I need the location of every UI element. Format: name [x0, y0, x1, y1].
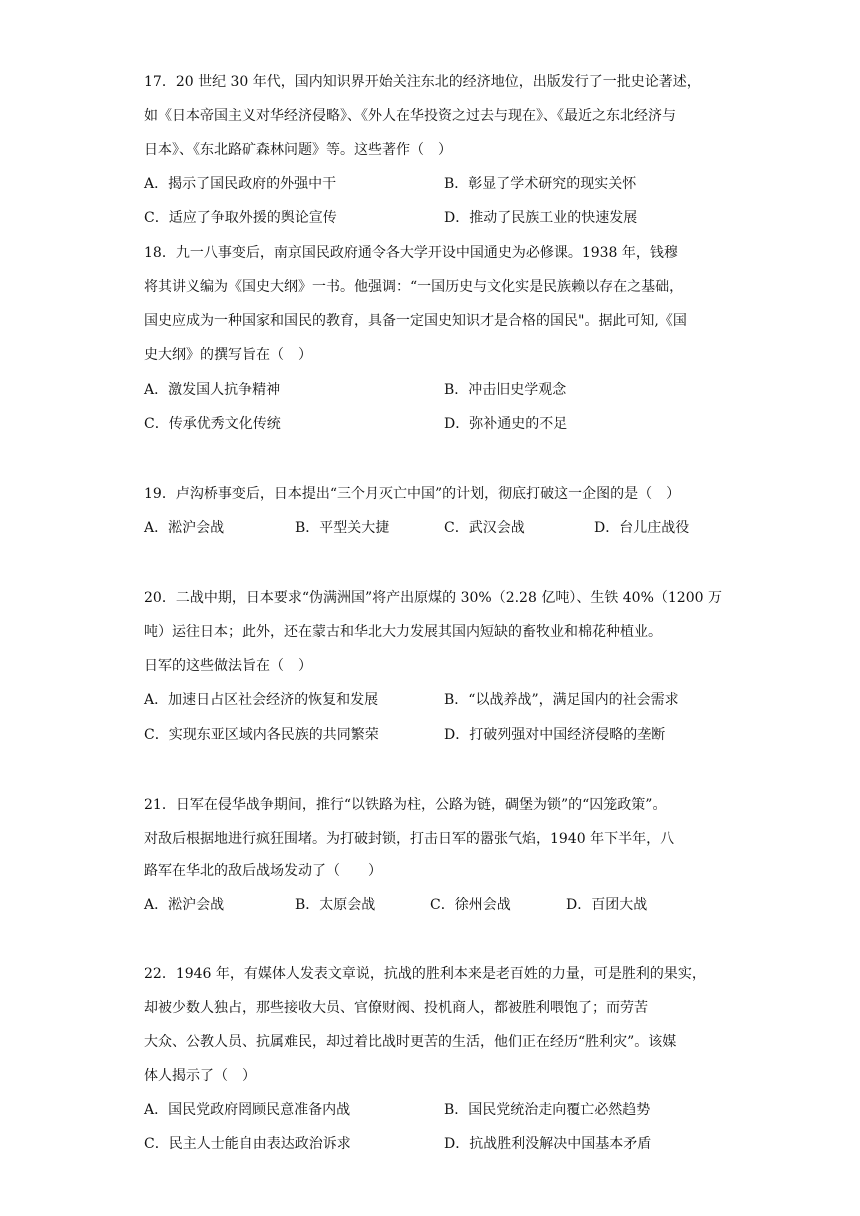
question-22-line-4: 体人揭示了（ ）	[144, 1068, 256, 1084]
question-18-option-b: B．冲击旧史学观念	[444, 382, 567, 398]
question-18-line-3: 国史应成为一种国家和国民的教育，具备一定国史知识才是合格的国民"。据此可知,《国	[144, 313, 687, 329]
question-17-line-2: 如《日本帝国主义对华经济侵略》、《外人在华投资之过去与现在》、《最近之东北经济与	[144, 108, 676, 124]
question-18-option-c: C．传承优秀文化传统	[144, 416, 281, 432]
question-22-line-1: 22．1946 年，有媒体人发表文章说，抗战的胜利本来是老百姓的力量，可是胜利的果实，	[144, 966, 706, 982]
question-22-option-c: C．民主人士能自由表达政治诉求	[144, 1136, 351, 1152]
question-17-line-3: 日本》、《东北路矿森林问题》等。这些著作（ ）	[144, 142, 452, 158]
question-20-option-c: C．实现东亚区域内各民族的共同繁荣	[144, 727, 379, 743]
question-21-option-c: C．徐州会战	[430, 897, 511, 913]
question-19-option-b: B．平型关大捷	[295, 520, 390, 536]
question-21-option-d: D．百团大战	[566, 897, 648, 913]
question-18-line-1: 18．九一八事变后，南京国民政府通令各大学开设中国通史为必修课。1938 年，钱穆	[144, 245, 678, 261]
question-21-option-a: A．淞沪会战	[144, 897, 225, 913]
question-20-line-3: 日军的这些做法旨在（ ）	[144, 658, 312, 674]
question-17-line-1: 17．20 世纪 30 年代，国内知识界开始关注东北的经济地位，出版发行了一批史论著述，	[144, 74, 701, 90]
question-20-line-1: 20．二战中期，日本要求“伪满洲国”将产出原煤的 30%（2.28 亿吨）、生铁 40%（1200 万	[144, 590, 722, 606]
question-22-line-2: 却被少数人独占，那些接收大员、官僚财阀、投机商人，都被胜利喂饱了；而劳苦	[144, 1000, 648, 1016]
question-19-option-c: C．武汉会战	[444, 520, 525, 536]
question-22-option-a: A．国民党政府罔顾民意准备内战	[144, 1102, 351, 1118]
question-17-option-c: C．适应了争取外援的舆论宣传	[144, 210, 337, 226]
question-20-option-a: A．加速日占区社会经济的恢复和发展	[144, 692, 379, 708]
question-20-option-d: D．打破列强对中国经济侵略的垄断	[444, 727, 666, 743]
question-22-line-3: 大众、公教人员、抗属难民，却过着比战时更苦的生活，他们正在经历“胜利灾”。该媒	[144, 1034, 677, 1050]
question-17-option-d: D．推动了民族工业的快速发展	[444, 210, 638, 226]
question-21-line-1: 21．日军在侵华战争期间，推行“以铁路为柱，公路为链，碉堡为锁”的“囚笼政策”。	[144, 797, 667, 813]
question-18-option-a: A．激发国人抗争精神	[144, 382, 281, 398]
question-18-line-2: 将其讲义编为《国史大纲》一书。他强调：“一国历史与文化实是民族赖以存在之基础，	[144, 279, 684, 295]
question-21-line-3: 路军在华北的敌后战场发动了（ ）	[144, 863, 382, 879]
question-18-option-d: D．弥补通史的不足	[444, 416, 568, 432]
question-20-option-b: B．“以战养战”，满足国内的社会需求	[444, 692, 679, 708]
question-19-option-d: D．台儿庄战役	[594, 520, 690, 536]
question-21-line-2: 对敌后根据地进行疯狂围堵。为打破封锁，打击日军的嚣张气焰，1940 年下半年，八	[144, 831, 675, 847]
question-22-option-d: D．抗战胜利没解决中国基本矛盾	[444, 1136, 652, 1152]
question-19-line-1: 19．卢沟桥事变后，日本提出“三个月灭亡中国”的计划，彻底打破这一企图的是（ ）	[144, 486, 681, 502]
question-21-option-b: B．太原会战	[295, 897, 376, 913]
question-17-option-b: B．彰显了学术研究的现实关怀	[444, 176, 637, 192]
question-20-line-2: 吨）运往日本；此外，还在蒙古和华北大力发展其国内短缺的畜牧业和棉花种植业。	[144, 624, 662, 640]
question-22-option-b: B．国民党统治走向覆亡必然趋势	[444, 1102, 651, 1118]
question-18-line-4: 史大纲》的撰写旨在（ ）	[144, 347, 312, 363]
question-19-option-a: A．淞沪会战	[144, 520, 225, 536]
question-17-option-a: A．揭示了国民政府的外强中干	[144, 176, 337, 192]
